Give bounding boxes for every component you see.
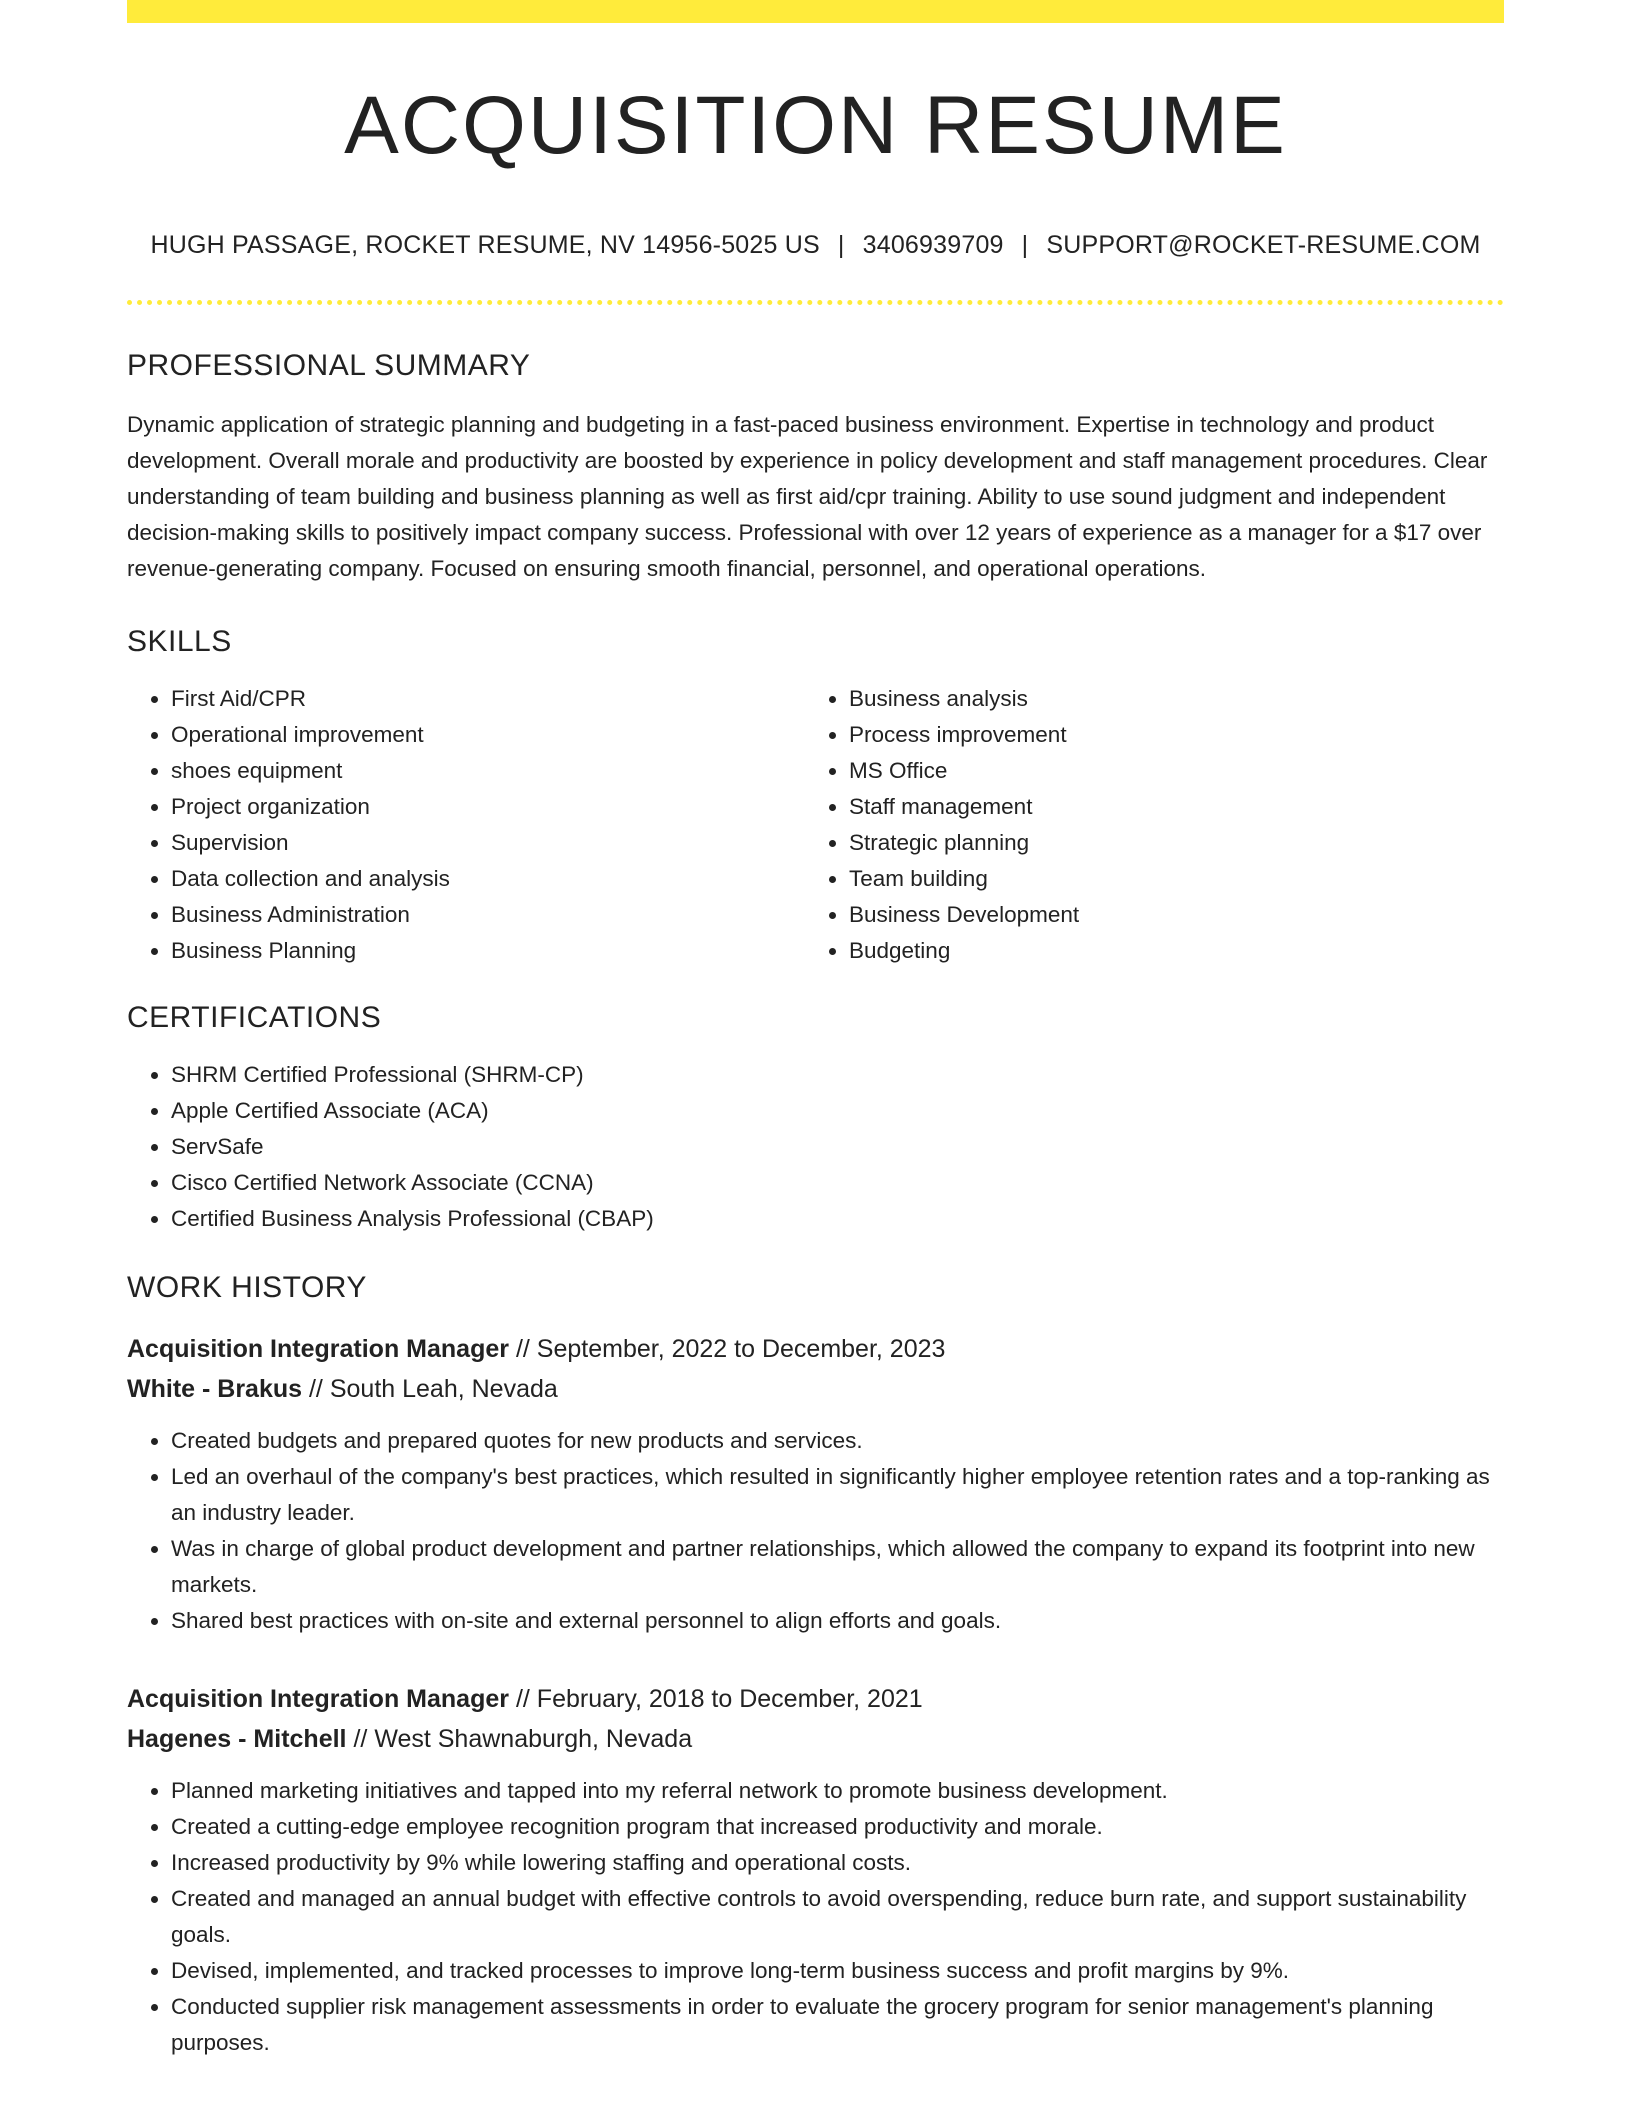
job-dates: September, 2022 to December, 2023 bbox=[536, 1335, 946, 1363]
skills-list-right bbox=[805, 681, 1483, 969]
job-location: West Shawnaburgh, Nevada bbox=[374, 1725, 693, 1753]
job-bullet: • Led an overhaul of the company's best practices, which resulted in significantly higher employee retention rates and a top-ranking as an industry leader. bbox=[171, 1459, 1504, 1531]
job-bullet: • Conducted supplier risk management assessments in order to evaluate the grocery program for senior management's planning purposes. bbox=[171, 1989, 1504, 2061]
job-dates: February, 2018 to December, 2021 bbox=[536, 1685, 923, 1713]
job-title-line bbox=[127, 1679, 1504, 1719]
contact-phone: 3406939709 bbox=[862, 231, 1004, 259]
job-company: Hagenes - Mitchell bbox=[127, 1725, 347, 1753]
skill-item: • Process improvement bbox=[849, 717, 1483, 753]
resume-page bbox=[127, 0, 1504, 2061]
certification-item: • Cisco Certified Network Associate (CCNA) bbox=[171, 1165, 1504, 1201]
job-bullet: • Planned marketing initiatives and tapped into my referral network to promote business development. bbox=[171, 1773, 1504, 1809]
skill-item: • Business Planning bbox=[171, 933, 805, 969]
header-divider bbox=[127, 300, 1504, 305]
work-history-heading: WORK HISTORY bbox=[127, 1271, 367, 1304]
certifications-heading: CERTIFICATIONS bbox=[127, 1001, 382, 1034]
job-separator: // bbox=[353, 1725, 368, 1753]
job-entry bbox=[127, 1329, 1504, 1639]
contact-email: SUPPORT@ROCKET-RESUME.COM bbox=[1046, 231, 1481, 259]
summary-heading: PROFESSIONAL SUMMARY bbox=[127, 349, 531, 382]
certification-item: • Apple Certified Associate (ACA) bbox=[171, 1093, 1504, 1129]
contact-address: HUGH PASSAGE, ROCKET RESUME, NV 14956-5025 US bbox=[150, 231, 820, 259]
skill-item: • Business analysis bbox=[849, 681, 1483, 717]
job-bullet: • Increased productivity by 9% while lowering staffing and operational costs. bbox=[171, 1845, 1504, 1881]
top-accent-bar bbox=[127, 0, 1504, 23]
job-bullet: • Created a cutting-edge employee recognition program that increased productivity and morale. bbox=[171, 1809, 1504, 1845]
skill-item: • Business Administration bbox=[171, 897, 805, 933]
job-entry bbox=[127, 1679, 1504, 2061]
skills-list-left bbox=[127, 681, 805, 969]
skill-item: • shoes equipment bbox=[171, 753, 805, 789]
job-company: White - Brakus bbox=[127, 1375, 303, 1403]
skill-item: • Supervision bbox=[171, 825, 805, 861]
skill-item: • Project organization bbox=[171, 789, 805, 825]
skill-item: • Staff management bbox=[849, 789, 1483, 825]
job-location: South Leah, Nevada bbox=[329, 1375, 558, 1403]
job-bullets bbox=[127, 1423, 1504, 1639]
job-bullet: • Shared best practices with on-site and external personnel to align efforts and goals. bbox=[171, 1603, 1504, 1639]
job-bullets bbox=[127, 1773, 1504, 2061]
certifications-list bbox=[127, 1057, 1504, 1237]
summary-text: Dynamic application of strategic planning and budgeting in a fast-paced business environment. Expertise in technology and product development. Overall morale and productivity are boosted by experience in policy development and staff management procedures. Clear understanding of team building and business planning as well as first aid/cpr training. Ability to use sound judgment and independent decision-making skills to positively impact company success. Professional with over 12 years of experience as a manager for a $17 over revenue-generating company. Focused on ensuring smooth financial, personnel, and operational operations. bbox=[127, 412, 1488, 581]
skill-item: • Budgeting bbox=[849, 933, 1483, 969]
job-company-line bbox=[127, 1719, 1504, 1759]
contact-line bbox=[127, 231, 1504, 260]
job-company-line bbox=[127, 1369, 1504, 1409]
job-title: Acquisition Integration Manager bbox=[127, 1335, 509, 1363]
skill-item: • MS Office bbox=[849, 753, 1483, 789]
job-separator: // bbox=[308, 1375, 323, 1403]
job-bullet: • Was in charge of global product development and partner relationships, which allowed the company to expand its footprint into new markets. bbox=[171, 1531, 1504, 1603]
contact-separator: | bbox=[837, 231, 845, 259]
skills-grid bbox=[127, 681, 1504, 969]
skill-item: • Data collection and analysis bbox=[171, 861, 805, 897]
skill-item: • Business Development bbox=[849, 897, 1483, 933]
job-separator: // bbox=[515, 1685, 530, 1713]
job-bullet: • Created and managed an annual budget with effective controls to avoid overspending, reduce burn rate, and support sustainability goals. bbox=[171, 1881, 1504, 1953]
skill-item: • Team building bbox=[849, 861, 1483, 897]
skills-heading: SKILLS bbox=[127, 625, 232, 658]
resume-title: ACQUISITION RESUME bbox=[344, 80, 1287, 171]
skill-item: • Operational improvement bbox=[171, 717, 805, 753]
certification-item: • SHRM Certified Professional (SHRM-CP) bbox=[171, 1057, 1504, 1093]
certification-item: • ServSafe bbox=[171, 1129, 1504, 1165]
job-separator: // bbox=[515, 1335, 530, 1363]
job-title: Acquisition Integration Manager bbox=[127, 1685, 509, 1713]
skill-item: • Strategic planning bbox=[849, 825, 1483, 861]
certification-item: • Certified Business Analysis Professional (CBAP) bbox=[171, 1201, 1504, 1237]
job-bullet: • Created budgets and prepared quotes for new products and services. bbox=[171, 1423, 1504, 1459]
job-bullet: • Devised, implemented, and tracked processes to improve long-term business success and profit margins by 9%. bbox=[171, 1953, 1504, 1989]
job-title-line bbox=[127, 1329, 1504, 1369]
skill-item: • First Aid/CPR bbox=[171, 681, 805, 717]
contact-separator: | bbox=[1021, 231, 1029, 259]
